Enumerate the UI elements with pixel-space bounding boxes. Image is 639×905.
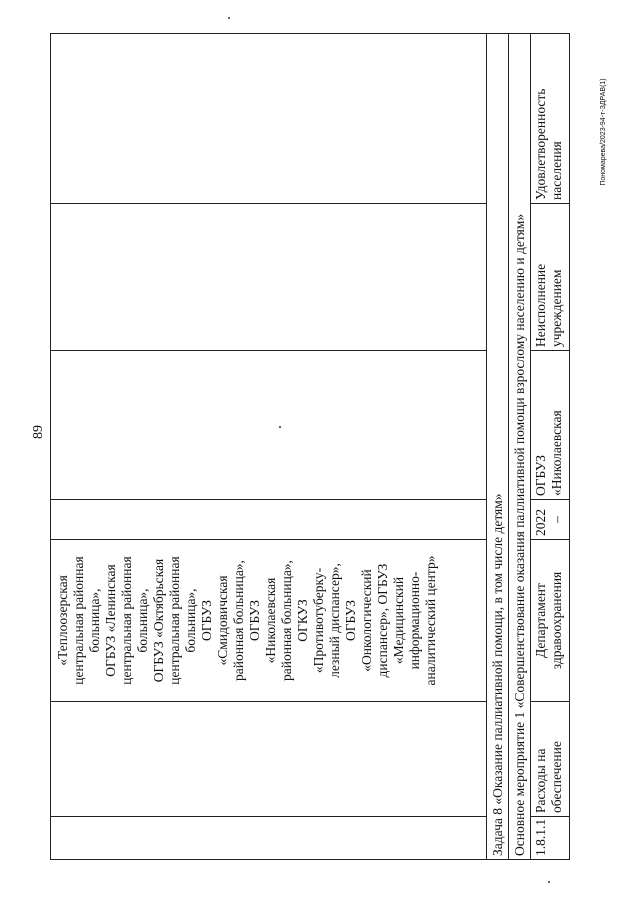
organization-line: центральная районная — [71, 556, 86, 685]
task-heading: Задача 8 «Оказание паллиативной помощи, в том числе детям» — [487, 34, 509, 860]
cell-line: Расходы на — [533, 748, 548, 813]
organization-line: больница», — [135, 588, 150, 653]
organization-line: «Николаевская — [263, 577, 278, 664]
table-row — [51, 34, 487, 860]
organization-line: ОГКУЗ — [295, 599, 310, 642]
cell-line: Удовлетворенность — [533, 88, 548, 200]
cell-line: Департамент — [533, 583, 548, 658]
document-stamp: Пономарева/2023-94-т-ЗДРАВ(1) — [600, 78, 607, 186]
organization-line: «Онкологический — [359, 569, 374, 672]
organization-line: диспансер», ОГБУЗ — [375, 563, 390, 678]
program-table — [50, 33, 570, 860]
page-number: 89 — [31, 425, 46, 439]
cell-line: «Николаевская — [549, 410, 564, 496]
org-cell — [531, 351, 570, 500]
organization-line: «Теплоозерская — [55, 575, 70, 666]
organization-line: центральная районная — [119, 556, 134, 685]
rotated-table — [50, 34, 570, 860]
organization-line: ОГБУЗ — [343, 600, 358, 641]
cell-line: – — [549, 516, 564, 523]
organization-line: ОГБУЗ «Октябрьская — [151, 558, 166, 683]
table-row — [487, 34, 509, 860]
table-cell — [51, 500, 487, 540]
cell-line: обеспечение — [549, 741, 564, 813]
indicator-cell — [531, 34, 570, 204]
expense-cell — [531, 702, 570, 817]
risk-cell — [531, 204, 570, 351]
cell-line: здравоохранения — [549, 571, 564, 670]
scan-speck — [548, 881, 550, 883]
year-cell — [531, 500, 570, 540]
table-cell — [51, 817, 487, 860]
table-cell — [51, 204, 487, 351]
organization-line: ОГБУЗ — [199, 600, 214, 641]
department-cell — [531, 540, 570, 702]
organization-line: «Смидовичская — [215, 575, 230, 666]
table-cell — [51, 351, 487, 500]
table-cell — [51, 702, 487, 817]
organization-line: ОГБУЗ «Ленинская — [103, 564, 118, 677]
organizations-cell — [51, 540, 487, 702]
organization-line: лезный диспансер», — [327, 563, 342, 678]
measure-heading: Основное мероприятие 1 «Совершенствование оказания паллиативной помощи взрослому населению и детям» — [509, 34, 531, 860]
organization-line: аналитический центр» — [423, 555, 438, 686]
organization-line: центральная районная — [167, 556, 182, 685]
organization-line: «Медицинский — [391, 576, 406, 665]
row-number: 1.8.1.1 — [531, 817, 570, 860]
organization-line: ОГБУЗ — [247, 600, 262, 641]
cell-line: учреждением — [549, 269, 564, 347]
cell-line: Неисполнение — [533, 263, 548, 347]
cell-line: населения — [549, 141, 564, 200]
cell-line: 2022 — [533, 509, 548, 536]
organization-line: «Противотуберку- — [311, 567, 326, 674]
table-cell — [51, 34, 487, 204]
scan-speck — [228, 17, 230, 19]
organization-line: районная больница», — [279, 560, 294, 681]
cell-line: ОГБУЗ — [533, 455, 548, 496]
organization-line: районная больница», — [231, 560, 246, 681]
table-row — [531, 34, 570, 860]
organization-line: больница», — [183, 588, 198, 653]
organization-list — [55, 543, 439, 698]
organization-line: больница», — [87, 588, 102, 653]
table-row — [509, 34, 531, 860]
organization-line: информационно- — [407, 571, 422, 670]
